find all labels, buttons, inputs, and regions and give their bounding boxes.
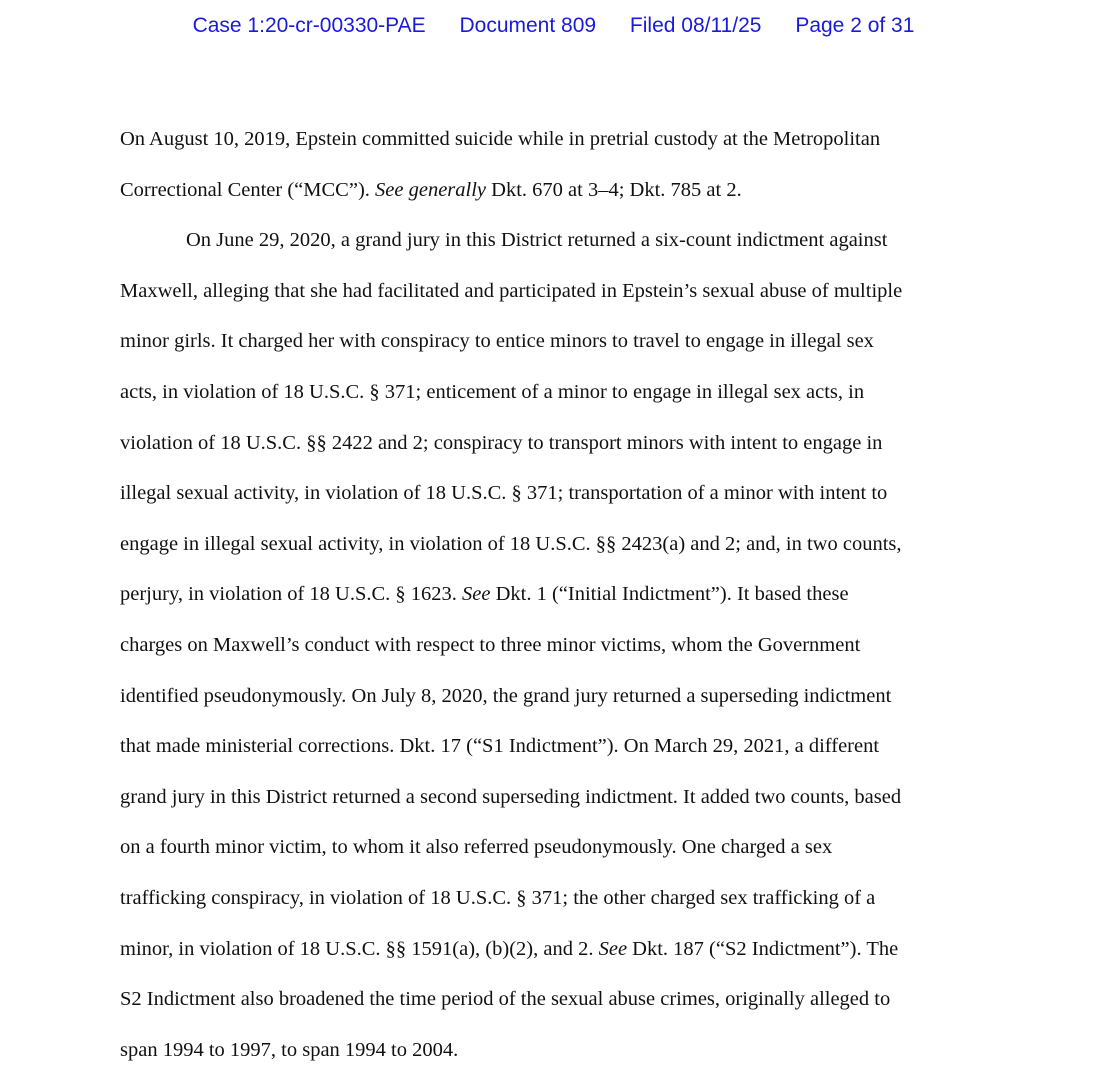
text-line bbox=[120, 569, 1000, 620]
text-run: minor, in violation of 18 U.S.C. §§ 1591(a), (b)(2), and 2. bbox=[120, 937, 599, 960]
text-run: Dkt. 1 (“Initial Indictment”). It based these bbox=[490, 583, 849, 606]
text-line bbox=[120, 924, 1000, 975]
text-run: Correctional Center (“MCC”). bbox=[120, 178, 376, 201]
text-line bbox=[120, 165, 1000, 216]
text-line: S2 Indictment also broadened the time period of the sexual abuse crimes, originally alleged to bbox=[120, 988, 891, 1011]
citation-signal: See bbox=[462, 583, 491, 606]
text-line: acts, in violation of 18 U.S.C. § 371; enticement of a minor to engage in illegal sex acts, in bbox=[120, 380, 865, 403]
text-line: engage in illegal sexual activity, in violation of 18 U.S.C. §§ 2423(a) and 2; and, in two counts, bbox=[120, 532, 902, 555]
case-header bbox=[0, 14, 1107, 38]
text-run: perjury, in violation of 18 U.S.C. § 1623. bbox=[120, 583, 463, 606]
text-line: Maxwell, alleging that she had facilitated and participated in Epstein’s sexual abuse of multiple bbox=[120, 279, 903, 302]
document-number: Document 809 bbox=[459, 14, 597, 37]
citation-signal: See generally bbox=[375, 178, 487, 201]
text-run: Dkt. 670 at 3–4; Dkt. 785 at 2. bbox=[486, 178, 742, 201]
page-number: Page 2 of 31 bbox=[795, 14, 915, 37]
case-number: Case 1:20-cr-00330-PAE bbox=[192, 14, 426, 37]
filed-date: Filed 08/11/25 bbox=[629, 14, 762, 37]
text-line: on a fourth minor victim, to whom it also referred pseudonymously. One charged a sex bbox=[120, 836, 833, 859]
text-line: illegal sexual activity, in violation of 18 U.S.C. § 371; transportation of a minor with intent to bbox=[120, 482, 888, 505]
text-run: Dkt. 187 (“S2 Indictment”). The bbox=[627, 937, 899, 960]
text-line: grand jury in this District returned a second superseding indictment. It added two counts, based bbox=[120, 785, 902, 808]
text-line: On August 10, 2019, Epstein committed suicide while in pretrial custody at the Metropolitan bbox=[120, 128, 881, 150]
citation-signal: See bbox=[598, 937, 628, 960]
text-line: minor girls. It charged her with conspiracy to entice minors to travel to engage in illegal sex bbox=[120, 330, 874, 353]
paragraph-start-line: On June 29, 2020, a grand jury in this District returned a six-count indictment against bbox=[186, 229, 888, 252]
document-body bbox=[120, 114, 1000, 1075]
text-line: that made ministerial corrections. Dkt. 17 (“S1 Indictment”). On March 29, 2021, a different bbox=[120, 735, 880, 758]
text-line: violation of 18 U.S.C. §§ 2422 and 2; conspiracy to transport minors with intent to engage in bbox=[120, 431, 883, 454]
text-line: identified pseudonymously. On July 8, 2020, the grand jury returned a superseding indictment bbox=[120, 684, 892, 707]
text-line: charges on Maxwell’s conduct with respect to three minor victims, whom the Government bbox=[120, 633, 861, 656]
text-line: span 1994 to 1997, to span 1994 to 2004. bbox=[120, 1038, 459, 1061]
text-line: trafficking conspiracy, in violation of 18 U.S.C. § 371; the other charged sex trafficking of a bbox=[120, 886, 876, 909]
